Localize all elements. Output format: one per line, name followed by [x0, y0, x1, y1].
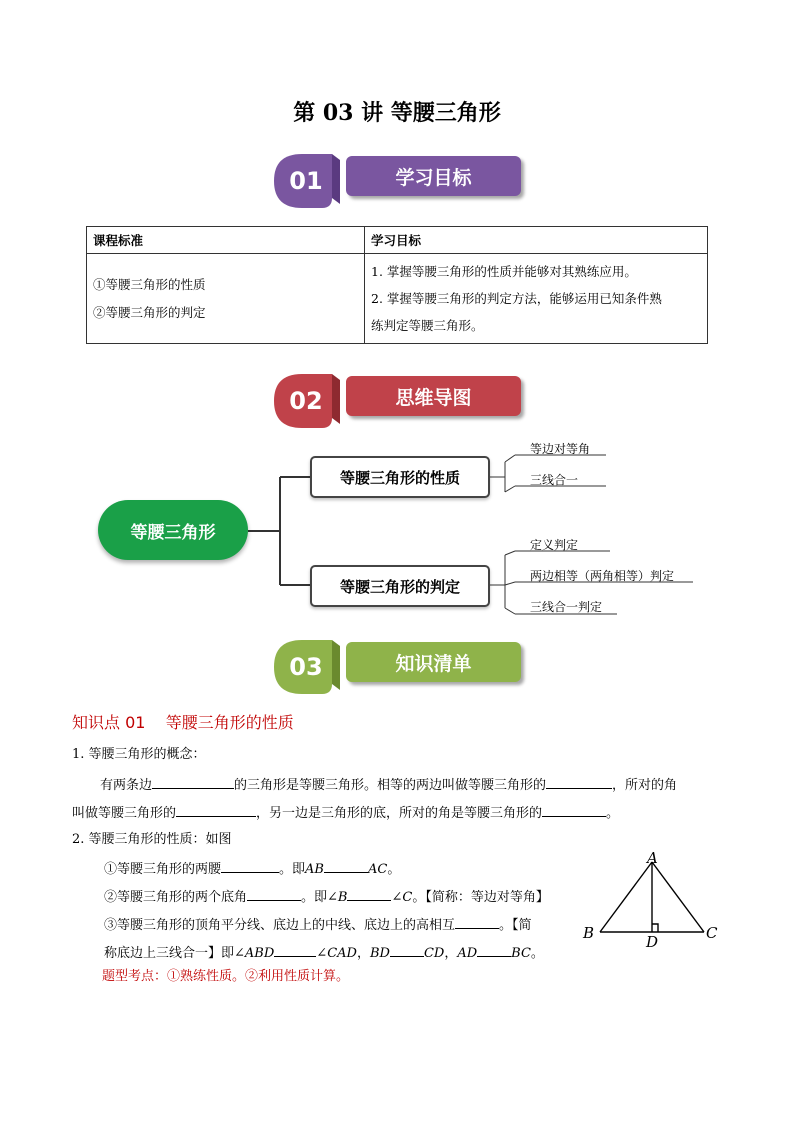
fill-blank[interactable]: [542, 803, 606, 817]
text-span: 有两条边: [100, 778, 153, 793]
text-span: ∠: [316, 946, 328, 961]
fill-blank[interactable]: [324, 859, 368, 873]
concept-line-1: [100, 775, 677, 795]
mindmap-leaf: 两边相等（两角相等）判定: [530, 569, 675, 583]
property-line-2: [104, 887, 549, 907]
math-symbol: C: [402, 890, 413, 905]
section-number: 03: [289, 653, 323, 681]
mindmap-root: 等腰三角形: [98, 500, 248, 560]
list-item: ②等腰三角形的判定: [93, 304, 206, 320]
math-symbol: B: [337, 890, 348, 905]
text-span: ②等腰三角形的两个底角: [104, 890, 248, 905]
text-span: ③等腰三角形的顶角平分线、底边上的中线、底边上的高相互: [104, 918, 456, 933]
text-span: 。即: [279, 862, 306, 877]
text-span: 。【简称：等边对等角】: [412, 890, 549, 905]
fill-blank[interactable]: [247, 887, 301, 901]
section-badge-03: [270, 636, 530, 698]
list-item: 练判定等腰三角形。: [371, 318, 484, 333]
math-symbol: AB: [305, 862, 324, 877]
text-span: 的三角形是等腰三角形。相等的两边叫做等腰三角形的: [234, 778, 547, 793]
math-symbol: BC: [511, 946, 531, 961]
table-header-objective: 学习目标: [365, 227, 708, 254]
property-line-1: [104, 859, 400, 879]
fill-blank[interactable]: [390, 943, 424, 957]
math-symbol: CD: [423, 946, 445, 961]
vertex-label-c: C: [706, 924, 718, 942]
math-symbol: BD: [369, 946, 390, 961]
math-symbol: AD: [457, 946, 478, 961]
text-span: 。: [387, 862, 401, 877]
text-span: 称底边上三线合一】即∠: [104, 946, 245, 961]
section-label: 知识清单: [346, 642, 521, 682]
text-span: 。【简: [499, 918, 532, 933]
mindmap-leaf: 三线合一判定: [530, 600, 603, 614]
section-label: 思维导图: [346, 376, 521, 416]
text-span: ，: [444, 946, 458, 961]
goals-table: [86, 226, 708, 344]
list-item: 2. 掌握等腰三角形的判定方法，能够运用已知条件熟: [371, 291, 662, 306]
fill-blank[interactable]: [176, 803, 256, 817]
table-cell-standards: [87, 254, 365, 344]
exam-tip: 题型考点：①熟练性质。②利用性质计算。: [102, 969, 350, 984]
text-span: ，: [356, 946, 370, 961]
fill-blank[interactable]: [221, 859, 279, 873]
list-item: ①等腰三角形的性质: [93, 276, 206, 292]
property-line-4: 称底边上三线合一】即∠ABD ∠CAD，BD CD，AD BC。: [104, 943, 544, 963]
concept-heading: 1. 等腰三角形的概念：: [72, 747, 206, 762]
vertex-label-b: B: [583, 924, 595, 942]
properties-heading: 2. 等腰三角形的性质：如图: [72, 832, 232, 847]
property-line-3: [104, 915, 532, 935]
text-span: ∠: [391, 890, 403, 905]
fill-blank[interactable]: [455, 915, 499, 929]
page-title: 第 03 讲 等腰三角形: [293, 100, 501, 126]
text-span: ，所对的角: [612, 778, 678, 793]
fill-blank[interactable]: [477, 943, 511, 957]
text-span: ，另一边是三角形的底，所对的角是等腰三角形的: [256, 806, 543, 821]
section-badge-02: [270, 370, 530, 432]
math-symbol: AC: [367, 862, 388, 877]
table-cell-objectives: [365, 254, 708, 344]
section-label: 学习目标: [346, 156, 521, 196]
text-span: 。: [606, 806, 620, 821]
fill-blank[interactable]: [274, 943, 316, 957]
section-number: 02: [289, 387, 323, 415]
mindmap-leaf: 等边对等角: [530, 442, 591, 456]
mindmap-leaf: 三线合一: [530, 473, 579, 487]
table-header-standard: 课程标准: [87, 227, 365, 254]
vertex-label-d: D: [646, 933, 659, 951]
text-span: 叫做等腰三角形的: [72, 806, 177, 821]
section-number: 01: [289, 167, 323, 195]
vertex-label-a: A: [647, 849, 658, 867]
fill-blank[interactable]: [152, 775, 234, 789]
mindmap-branch-criteria: 等腰三角形的判定: [310, 565, 490, 607]
mindmap-leaf: 定义判定: [530, 538, 579, 552]
list-item: 1. 掌握等腰三角形的性质并能够对其熟练应用。: [371, 264, 637, 279]
fill-blank[interactable]: [546, 775, 612, 789]
mindmap-branch-properties: 等腰三角形的性质: [310, 456, 490, 498]
knowledge-point-title: 知识点 01 等腰三角形的性质: [72, 713, 294, 732]
concept-line-2: [72, 803, 619, 823]
fill-blank[interactable]: [347, 887, 391, 901]
text-span: 。即∠: [301, 890, 338, 905]
math-symbol: ABD: [244, 946, 275, 961]
math-symbol: CAD: [327, 946, 357, 961]
section-badge-01: [270, 150, 530, 212]
text-span: ①等腰三角形的两腰: [104, 862, 222, 877]
